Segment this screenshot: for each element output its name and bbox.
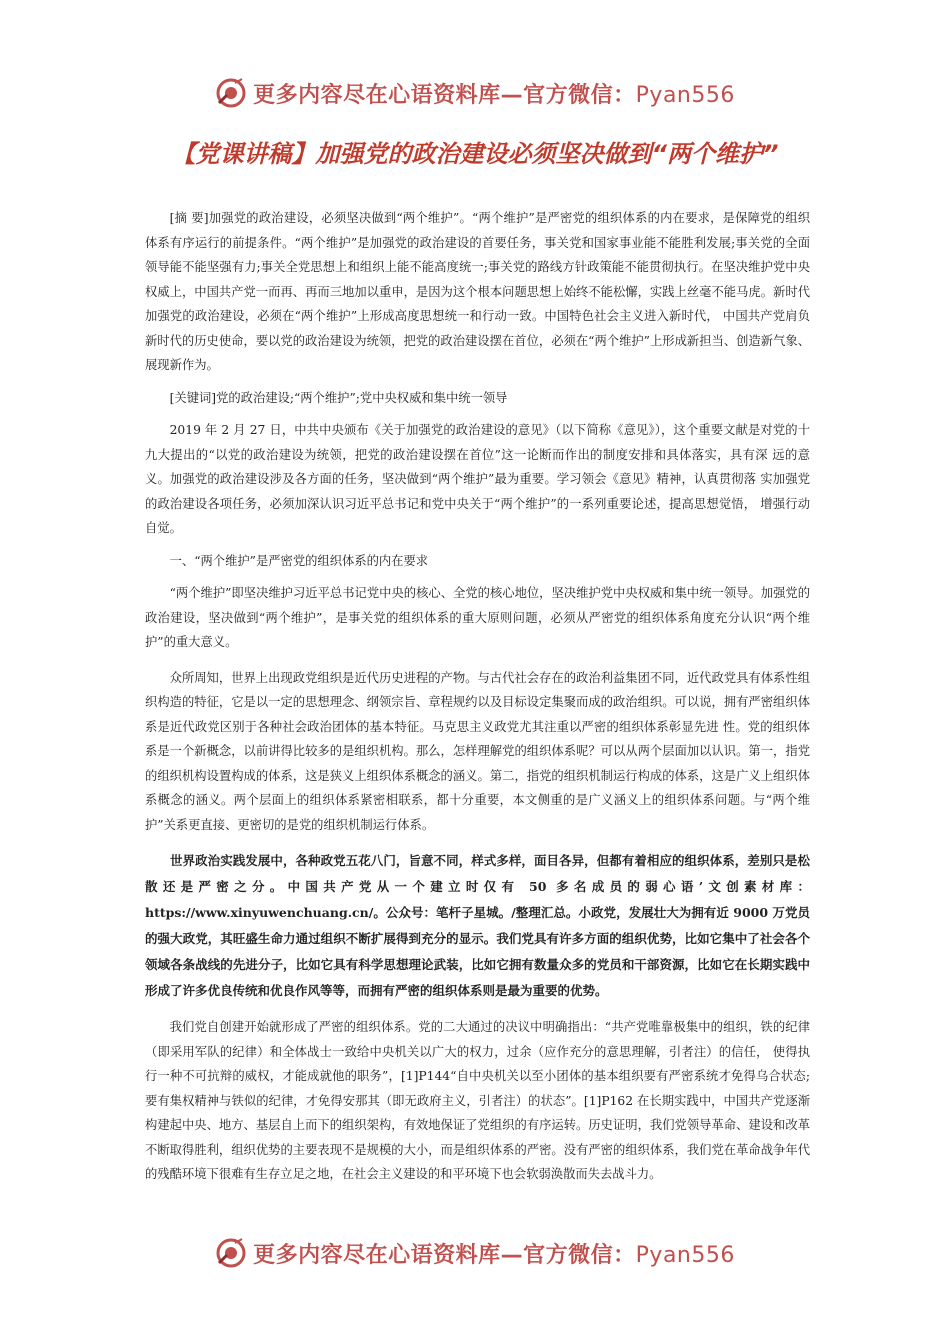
- abstract-paragraph: [摘 要]加强党的政治建设，必须坚决做到“两个维护”。“两个维护”是严密党的组织体系的内在要求，是保障党的组织体系有序运行的前提条件。“两个维护”是加强党的政治建设的首要任务，事关党和国家事业能不能胜利发展;事关党的全面领导能不能坚强有力;事关全党思想上和组织上能不能高度统一;事关党的路线方针政策能不能贯彻执行。在坚决维护党中央权威上，中国共产党一而再、再而三地加以重申，是因为这个根本问题思想上始终不能松懈，实践上丝毫不能马虎。新时代加强党的政治建设，必须在“两个维护”上形成高度思想统一和行动一致。中国特色社会主义进入新时代， 中国共产党肩负新时代的历史使命，要以党的政治建设为统领，把党的政治建设摆在首位，必须在“两个维护”上形成新担当、创造新气象、展现新作为。: [145, 211, 810, 372]
- watermark-logo-icon: [215, 1237, 247, 1269]
- document-body: [145, 206, 810, 1187]
- watermark-banner-bottom: [0, 1233, 950, 1273]
- watermark-text: 更多内容尽在心语资料库—官方微信：Pyan556: [253, 1242, 735, 1268]
- watermark-logo-icon: [215, 77, 247, 109]
- watermark-text: 更多内容尽在心语资料库—官方微信：Pyan556: [253, 82, 735, 108]
- body-paragraph: 2019 年 2 月 27 日，中共中央颁布《关于加强党的政治建设的意见》（以下简称《意见》），这个重要文献是对党的十九大提出的“以党的政治建设为统领，把党的政治建设摆在首位”这一论断而作出的制度安排和具体落实，具有深 远的意义。加强党的政治建设涉及各方面的任务，坚决做到“两个维护”最为重要。学习领会《意见》精神，认真贯彻落 实加强党的政治建设各项任务，必须加深认识习近平总书记和党中央关于“两个维护”的一系列重要论述，提高思想觉悟， 增强行动自觉。: [145, 423, 810, 535]
- keywords-paragraph: [关键词]党的政治建设;“两个维护”;党中央权威和集中统一领导: [169, 390, 508, 405]
- document-title: 【党课讲稿】加强党的政治建设必须坚决做到“两个维护”: [171, 140, 779, 168]
- body-paragraph: “两个维护”即坚决维护习近平总书记党中央的核心、全党的核心地位，坚决维护党中央权威和集中统一领导。加强党的政治建设，坚决做到“两个维护”，是事关党的组织体系的重大原则问题，必须从严密党的组织体系角度充分认识“两个维护”的重大意义。: [145, 586, 810, 649]
- body-paragraph: 众所周知，世界上出现政党组织是近代历史进程的产物。与古代社会存在的政治利益集团不同，近代政党具有体系性组织构造的特征，它是以一定的思想理念、纲领宗旨、章程规约以及目标设定集聚而成的政治组织。可以说，拥有严密组织体系是近代政党区别于各种社会政治团体的基本特征。马克思主义政党尤其注重以严密的组织体系彰显先进 性。党的组织体系是一个新概念，以前讲得比较多的是组织机构。那么，怎样理解党的组织体系呢？可以从两个层面加以认识。第一，指党的组织机构设置构成的体系，这是狭义上组织体系概念的涵义。第二，指党的组织机制运行构成的体系，这是广义上组织体系概念的涵义。两个层面上的组织体系紧密相联系，都十分重要，本文侧重的是广义涵义上的组织体系问题。与“两个维护”关系更直接、更密切的是党的组织机制运行体系。: [145, 670, 810, 832]
- section-heading: 一、“两个维护”是严密党的组织体系的内在要求: [169, 553, 429, 568]
- body-paragraph: 我们党自创建开始就形成了严密的组织体系。党的二大通过的决议中明确指出：“共产党唯靠极集中的组织，铁的纪律（即采用军队的纪律）和全体战士一致给中央机关以广大的权力，过余（应作充分的意思理解，引者注）的信任， 使得执行一种不可抗辩的威权，才能成就他的职务”，[1]P144“自中央机关以至小团体的基本组织要有严密系统才免得乌合状态;要有集权精神与铁似的纪律，才免得安那其（即无政府主义，引者注）的状态”。[1]P162 在长期实践中，中国共产党逐渐构建起中央、地方、基层自上而下的组织架构，有效地保证了党组织的有序运转。历史证明，我们党领导革命、建设和改革不断取得胜利，组织优势的主要表现不是规模的大小，而是组织体系的严密。没有严密的组织体系，我们党在革命战争年代的残酷环境下很难有生存立足之地，在社会主义建设的和平环境下也会软弱涣散而失去战斗力。: [145, 1020, 810, 1181]
- watermark-banner-top: [0, 73, 950, 113]
- body-paragraph: 世界政治实践发展中，各种政党五花八门，旨意不同，样式多样，面目各异，但都有着相应的组织体系，差别只是松散还是严密之分。中国共产党从一个建立时仅有 50 多名成员的弱心语’文创素材库：https://www.xinyuwenchuang.cn/。公众号：笔杆子星城。/整理汇总。小政党，发展壮大为拥有近 9000 万党员的强大政党，其旺盛生命力通过组织不断扩展得到充分的显示。我们党具有许多方面的组织优势，比如它集中了社会各个领域各条战线的先进分子，比如它具有科学思想理论武装，比如它拥有数量众多的党员和干部资源，比如它在长期实践中形成了许多优良传统和优良作风等等，而拥有严密的组织体系则是最为重要的优势。: [145, 853, 810, 998]
